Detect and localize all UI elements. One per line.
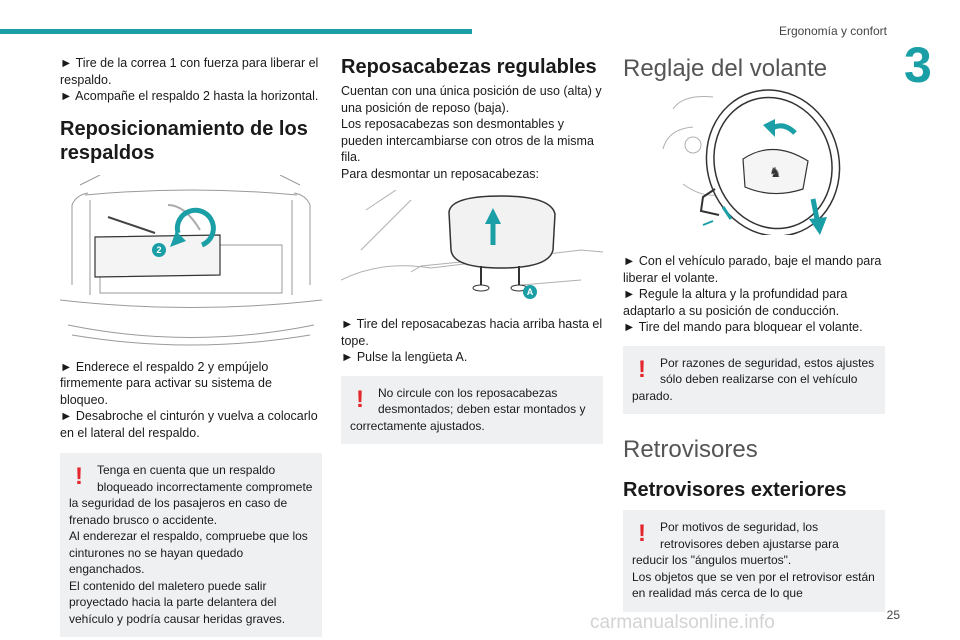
instruction-step: ► Pulse la lengüeta A. <box>341 350 468 364</box>
headrest-illustration <box>341 190 603 300</box>
seatback-illustration <box>60 175 322 347</box>
column-left <box>60 55 322 637</box>
subsection-heading: Retrovisores exteriores <box>623 479 847 501</box>
callout-badge: A <box>523 285 537 299</box>
section-heading: Reposacabezas regulables <box>341 56 597 78</box>
instruction-step: ► Desabroche el cinturón y vuelva a colocarlo en el lateral del respaldo. <box>60 409 318 440</box>
warning-icon: ! <box>75 463 83 490</box>
instruction-step: ► Con el vehículo parado, baje el mando para liberar el volante. <box>623 254 882 285</box>
warning-text: El contenido del maletero puede salir proyectado hacia la parte delantera del vehículo y podría causar heridas graves. <box>69 578 286 626</box>
page-number: 25 <box>886 608 900 622</box>
watermark: carmanualsonline.info <box>590 612 775 633</box>
warning-text: Tenga en cuenta que un respaldo bloqueado incorrectamente compromete la seguridad de los pasajeros en caso de frenado brusco o accidente. <box>69 463 313 527</box>
header-accent-bar <box>0 29 472 34</box>
warning-text: Por motivos de seguridad, los retrovisores deben ajustarse para reducir los "ángulos muertos". <box>632 520 839 567</box>
paragraph: Para desmontar un reposacabezas: <box>341 166 540 181</box>
warning-box <box>60 453 322 637</box>
chapter-number: 3 <box>904 37 932 93</box>
paragraph: Los reposacabezas son desmontables y pueden intercambiarse con otros de la misma fila. <box>341 117 594 164</box>
instruction-step: ► Tire del mando para bloquear el volante. <box>623 320 863 334</box>
warning-text: No circule con los reposacabezas desmontados; deben estar montados y correctamente ajustados. <box>350 385 586 433</box>
warning-icon: ! <box>638 520 646 547</box>
instruction-step: ► Enderece el respaldo 2 y empújelo firmemente para activar su sistema de bloqueo. <box>60 359 272 407</box>
section-heading: Reposicionamiento de los respaldos <box>60 117 308 164</box>
column-middle <box>341 55 603 444</box>
warning-box <box>341 376 603 445</box>
warning-text: Por razones de seguridad, estos ajustes sólo deben realizarse con el vehículo parado. <box>632 355 875 403</box>
section-heading: Retrovisores <box>623 436 758 463</box>
warning-box <box>623 346 885 415</box>
instruction-step: ► Tire de la correa 1 con fuerza para liberar el respaldo. <box>60 56 319 87</box>
warning-icon: ! <box>638 355 646 383</box>
warning-text: Los objetos que se ven por el retrovisor están en realidad más cerca de lo que <box>632 569 875 600</box>
warning-text: Al enderezar el respaldo, compruebe que los cinturones no se hayan quedado enganchados. <box>69 529 308 576</box>
paragraph: Cuentan con una única posición de uso (alta) y una posición de reposo (baja). <box>341 84 602 115</box>
warning-box <box>623 510 885 612</box>
column-right <box>623 55 885 612</box>
section-title: Ergonomía y confort <box>778 24 887 38</box>
warning-icon: ! <box>356 385 364 413</box>
steering-wheel-illustration <box>623 89 885 235</box>
callout-badge: 2 <box>152 243 166 257</box>
svg-text:♞: ♞ <box>769 165 782 181</box>
instruction-step: ► Regule la altura y la profundidad para adaptarlo a su posición de conducción. <box>623 287 848 318</box>
instruction-step: ► Tire del reposacabezas hacia arriba hasta el tope. <box>341 317 603 348</box>
section-heading: Reglaje del volante <box>623 55 828 82</box>
instruction-step: ► Acompañe el respaldo 2 hasta la horizontal. <box>60 89 319 103</box>
